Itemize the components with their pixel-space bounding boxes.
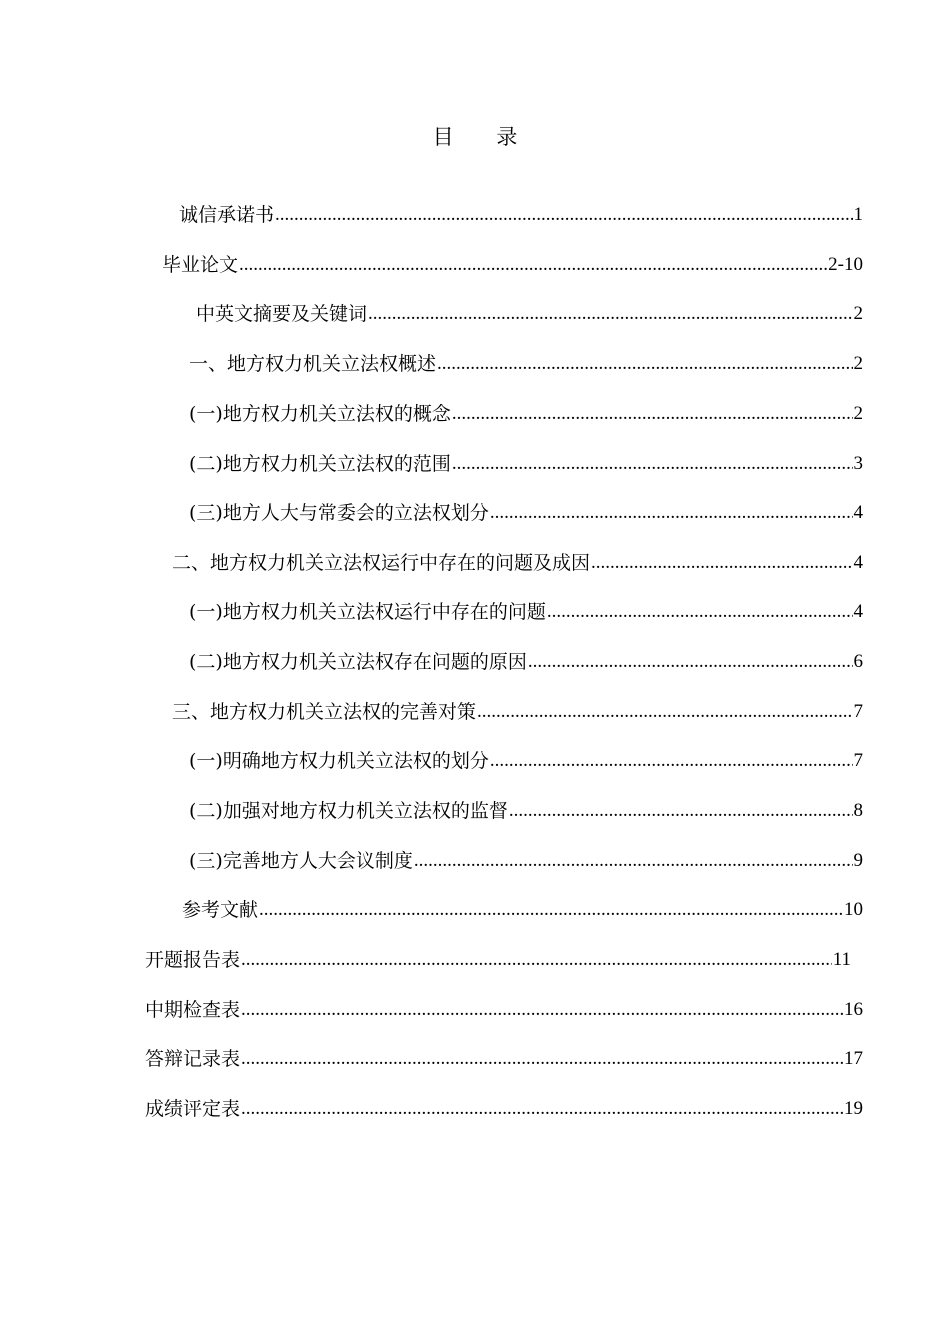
toc-entry-page: 16: [844, 999, 863, 1020]
toc-entry-page: 7: [853, 701, 863, 722]
toc-entry-label: (二)地方权力机关立法权的范围: [189, 453, 451, 475]
toc-entry-label: 开题报告表: [145, 949, 241, 971]
toc-leader-dots: [452, 401, 853, 427]
toc-entry[interactable]: [179, 188, 863, 228]
toc-leader-dots: [241, 1096, 843, 1122]
toc-entry[interactable]: [145, 983, 863, 1023]
toc-entry-label: (一)地方权力机关立法权的概念: [189, 403, 451, 425]
toc-leader-dots: [452, 451, 853, 477]
toc-entry-page: 2-10: [828, 254, 863, 275]
toc-entry-page: 2: [853, 353, 863, 374]
toc-leader-dots: [437, 351, 852, 377]
toc-leader-dots: [477, 699, 852, 725]
toc-entry-label: (三)完善地方人大会议制度: [189, 850, 413, 872]
toc-entry[interactable]: [172, 685, 863, 725]
toc-entry[interactable]: [189, 784, 863, 824]
toc-entry-page: 7: [853, 750, 863, 771]
toc-entry-page: 6: [853, 651, 863, 672]
toc-entry-label: 诚信承诺书: [179, 204, 275, 226]
toc-entry-page: 10: [844, 899, 863, 920]
toc-entry-page: 4: [853, 552, 863, 573]
toc-leader-dots: [490, 748, 853, 774]
toc-entry[interactable]: [145, 1082, 863, 1122]
toc-entry-page: 3: [853, 453, 863, 474]
toc-leader-dots: [490, 500, 853, 526]
toc-entry[interactable]: [145, 1032, 863, 1072]
toc-entry[interactable]: [189, 387, 863, 427]
toc-entry-label: (一)明确地方权力机关立法权的划分: [189, 750, 489, 772]
toc-entry-page: 19: [844, 1098, 863, 1119]
toc-entry-label: 毕业论文: [162, 254, 239, 276]
toc-entry[interactable]: [189, 337, 863, 377]
toc-entry-label: 一、地方权力机关立法权概述: [189, 353, 437, 375]
toc-entry-page: 8: [853, 800, 863, 821]
toc-entry[interactable]: [145, 933, 851, 973]
toc-entry-label: 中英文摘要及关键词: [196, 303, 368, 325]
toc-entry[interactable]: [172, 536, 863, 576]
toc-entry-label: 答辩记录表: [145, 1048, 241, 1070]
toc-entry[interactable]: [189, 734, 863, 774]
toc-entry[interactable]: [162, 238, 863, 278]
toc-entry-label: (二)地方权力机关立法权存在问题的原因: [189, 651, 527, 673]
toc-entry-page: 1: [853, 204, 863, 225]
toc-leader-dots: [591, 550, 852, 576]
toc-entry[interactable]: [189, 486, 863, 526]
toc-entry[interactable]: [182, 883, 863, 923]
toc-leader-dots: [241, 947, 832, 973]
toc-entry-label: (二)加强对地方权力机关立法权的监督: [189, 800, 508, 822]
toc-entry-page: 2: [853, 403, 863, 424]
toc-leader-dots: [241, 997, 843, 1023]
toc-entry-page: 2: [853, 303, 863, 324]
toc-entry[interactable]: [189, 635, 863, 675]
toc-entry-label: 成绩评定表: [145, 1098, 241, 1120]
toc-entry-page: 17: [844, 1048, 863, 1069]
toc-entry[interactable]: [189, 437, 863, 477]
toc-entry-label: 二、地方权力机关立法权运行中存在的问题及成因: [172, 552, 591, 574]
toc-entry-page: 9: [853, 850, 863, 871]
toc-leader-dots: [528, 649, 853, 675]
toc-entry[interactable]: [189, 585, 863, 625]
toc-entry-page: 4: [853, 502, 863, 523]
toc-leader-dots: [547, 599, 853, 625]
toc-leader-dots: [414, 848, 853, 874]
toc-entry-label: 中期检查表: [145, 999, 241, 1021]
toc-leader-dots: [241, 1046, 843, 1072]
toc-entry-label: (三)地方人大与常委会的立法权划分: [189, 502, 489, 524]
toc-entry-label: 参考文献: [182, 899, 259, 921]
toc-leader-dots: [259, 897, 843, 923]
toc-entry-label: (一)地方权力机关立法权运行中存在的问题: [189, 601, 546, 623]
toc-entry[interactable]: [196, 287, 863, 327]
toc-entry-page: 4: [853, 601, 863, 622]
toc-entry-label: 三、地方权力机关立法权的完善对策: [172, 701, 477, 723]
toc-leader-dots: [275, 202, 852, 228]
toc-title: 目 录: [432, 125, 536, 149]
toc-entry[interactable]: [189, 834, 863, 874]
toc-entry-page: 11: [832, 949, 851, 970]
toc-leader-dots: [509, 798, 853, 824]
toc-leader-dots: [239, 252, 827, 278]
toc-leader-dots: [368, 301, 852, 327]
